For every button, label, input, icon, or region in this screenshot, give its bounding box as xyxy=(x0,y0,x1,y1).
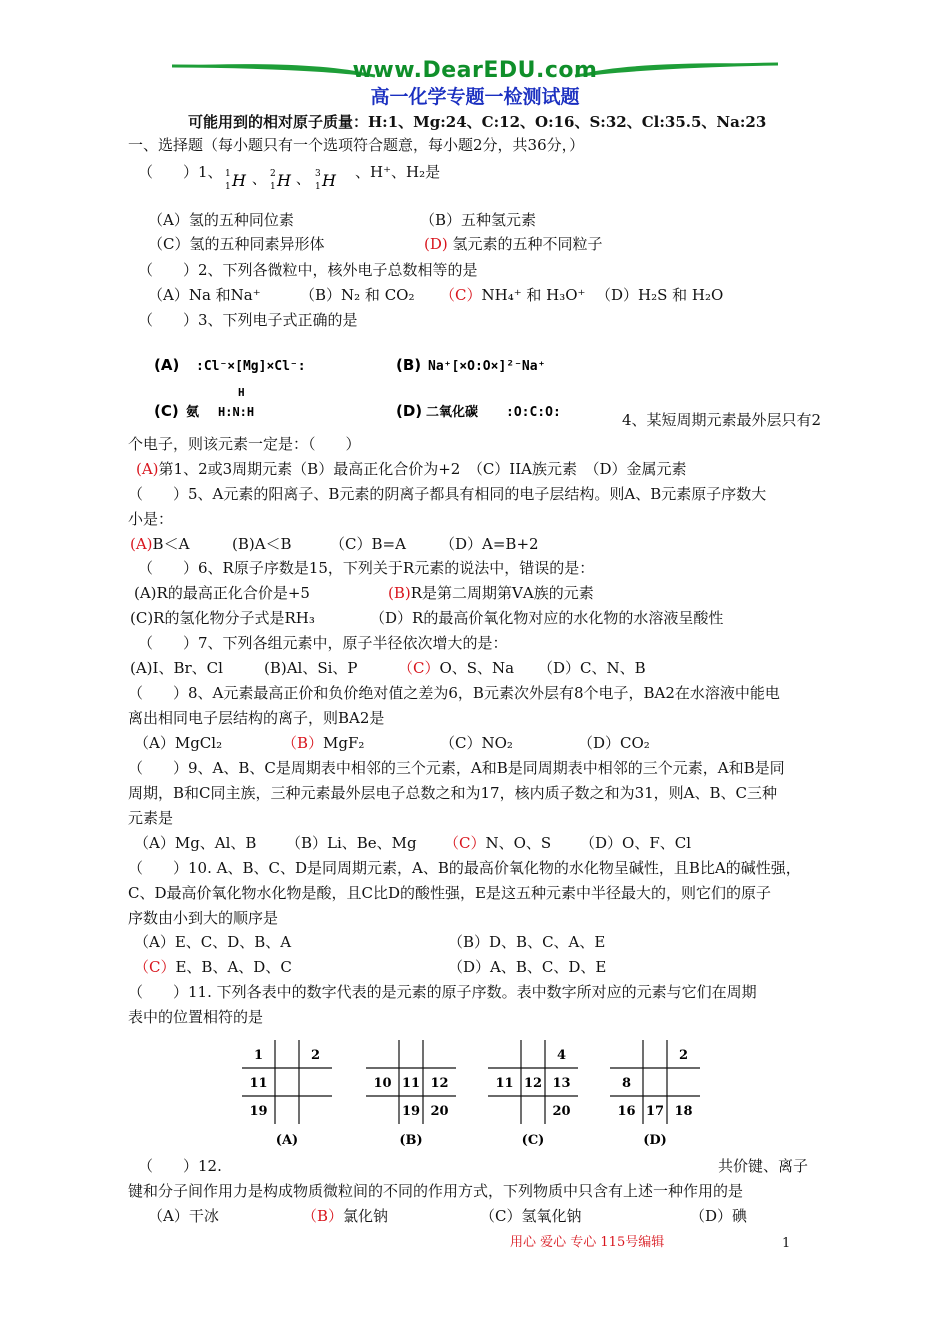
isotope-number: 1 xyxy=(315,182,321,192)
answer-mark: （C） xyxy=(398,659,440,677)
element-number: 11 xyxy=(249,1076,268,1091)
answer-mark: (B) xyxy=(388,584,411,602)
q3-b-formula: Na⁺[×O:O×]²⁻Na⁺ xyxy=(428,359,546,374)
q12-option-c: （C）氢氧化钠 xyxy=(480,1207,582,1225)
q1-option-d: (D) 氢元素的五种不同粒子 xyxy=(424,235,603,253)
q4-stem-a: 4、某短周期元素最外层只有2 xyxy=(622,411,822,429)
q1-stem-end: 、H⁺、H₂是 xyxy=(355,163,441,181)
element-number: 16 xyxy=(617,1104,636,1119)
element-number: 20 xyxy=(430,1104,449,1119)
element-number: 1 xyxy=(253,1048,264,1063)
q1-stem-start: （ ）1、 xyxy=(138,163,223,181)
q2-option-a: （A）Na 和Na⁺ xyxy=(148,286,261,304)
q3-d-label: (D) xyxy=(396,402,423,420)
q3-d-name: 二氧化碳 xyxy=(426,405,479,420)
q6-stem: （ ）6、R原子序数是15，下列关于R元素的说法中，错误的是： xyxy=(138,559,595,577)
atomic-masses: 可能用到的相对原子质量：H:1、Mg:24、C:12、O:16、S:32、Cl:35.5、Na:23 xyxy=(188,113,767,131)
q5-stem-a: （ ）5、A元素的阳离子、B元素的阴离子都具有相同的电子层结构。则A、B元素原子序数大 xyxy=(128,485,767,503)
q6-option-b: (B)R是第二周期第ⅤA族的元素 xyxy=(388,584,594,602)
q3-d-formula: :O:C:O: xyxy=(506,405,561,420)
q10-option-d: （D）A、B、C、D、E xyxy=(448,958,607,976)
answer-mark: （C） xyxy=(440,286,482,304)
element-number: 17 xyxy=(645,1104,665,1119)
grid-label: (D) xyxy=(643,1133,667,1148)
q9-stem-a: （ ）9、A、B、C是周期表中相邻的三个元素，A和B是同周期表中相邻的三个元素，A和B是同 xyxy=(128,759,785,777)
q5-option-b: (B)A＜B xyxy=(232,535,292,553)
q4-options: (A)第1、2或3周期元素（B）最高正化合价为+2 （C）IIA族元素 （D）金属元素 xyxy=(136,460,687,478)
q1-option-c: （C）氢的五种同素异形体 xyxy=(148,235,325,253)
q3-c-label: (C) xyxy=(154,402,179,420)
periodic-grid-d xyxy=(610,1040,700,1158)
svg-text:、: 、 xyxy=(252,172,266,188)
q2-option-c: （C）NH₄⁺ 和 H₃O⁺ xyxy=(440,286,586,304)
q10-option-b: （B）D、B、C、A、E xyxy=(448,933,606,951)
element-number: 19 xyxy=(401,1104,421,1119)
q9-stem-b: 周期，B和C同主族，三种元素最外层电子总数之和为17，核内质子数之和为31，则A、B、C三种 xyxy=(128,784,778,802)
q3-b-label: (B) xyxy=(396,356,422,374)
q12-stem-b: 共价键、离子 xyxy=(718,1157,809,1175)
isotope-number: 1 xyxy=(225,182,231,192)
isotope-mass: 2 xyxy=(270,169,276,179)
q11-stem-a: （ ）11. 下列各表中的数字代表的是元素的原子序数。表中数字所对应的元素与它们在周期 xyxy=(128,983,757,1001)
q1-isotopes xyxy=(222,162,352,196)
q5-option-d: （D）A=B+2 xyxy=(440,535,539,553)
answer-mark: （C） xyxy=(444,834,486,852)
element-number: 13 xyxy=(552,1076,571,1091)
q3-electron-formulas xyxy=(148,344,628,428)
element-number: 2 xyxy=(310,1048,321,1063)
q10-stem-a: （ ）10. A、B、C、D是同周期元素，A、B的最高价氧化物的水化物呈碱性，且B比A的碱性强， xyxy=(128,859,801,877)
q12-option-d: （D）碘 xyxy=(690,1207,748,1225)
page-title: 高一化学专题一检测试题 xyxy=(370,86,580,108)
q7-option-c: （C）O、S、Na xyxy=(398,659,515,677)
q8-option-b: （B）MgF₂ xyxy=(282,734,365,752)
q1-option-a: （A）氢的五种同位素 xyxy=(148,211,294,229)
element-number: 11 xyxy=(495,1076,514,1091)
page-number: 1 xyxy=(782,1236,791,1251)
q5-stem-b: 小是： xyxy=(128,510,174,528)
answer-mark: (A) xyxy=(130,535,153,553)
periodic-grid-b xyxy=(366,1040,456,1158)
q4-stem-b: 个电子，则该元素一定是：（ ） xyxy=(128,435,361,453)
q3-c-name: 氨 xyxy=(186,405,200,420)
q9-stem-c: 元素是 xyxy=(128,809,174,827)
q10-option-c: （C）E、B、A、D、C xyxy=(134,958,292,976)
q9-option-c: （C）N、O、S xyxy=(444,834,552,852)
q5-option-a: (A)B＜A xyxy=(130,535,190,553)
periodic-grid-c xyxy=(488,1040,578,1158)
q6-option-d: （D）R的最高价氧化物对应的水化物的水溶液呈酸性 xyxy=(370,609,724,627)
isotope-number: 1 xyxy=(270,182,276,192)
element-number: 11 xyxy=(401,1076,421,1091)
q2-option-d: （D）H₂S 和 H₂O xyxy=(596,286,724,304)
isotope-symbol: H xyxy=(322,171,336,190)
q9-option-d: （D）O、F、Cl xyxy=(580,834,692,852)
grid-label: (A) xyxy=(275,1133,299,1148)
q8-option-c: （C）NO₂ xyxy=(440,734,513,752)
q12-option-b: （B）氯化钠 xyxy=(302,1207,389,1225)
q12-stem-c: 键和分子间作用力是构成物质微粒间的不同的作用方式，下列物质中只含有上述一种作用的是 xyxy=(128,1182,744,1200)
section-heading: 一、选择题（每小题只有一个选项符合题意，每小题2分，共36分，） xyxy=(128,136,585,154)
isotope-symbol: H xyxy=(277,171,291,190)
isotope-symbol: H xyxy=(232,171,246,190)
isotope-mass: 3 xyxy=(315,169,321,179)
answer-mark: (A) xyxy=(136,460,159,478)
svg-text:、: 、 xyxy=(296,172,310,188)
q3-c-top: H xyxy=(238,386,245,399)
answer-mark: (D) xyxy=(424,235,448,253)
q1-option-b: （B）五种氢元素 xyxy=(420,211,537,229)
q12-stem-a: （ ）12. xyxy=(138,1157,222,1175)
q7-option-b: (B)Al、Si、P xyxy=(264,659,358,677)
periodic-grid-svg xyxy=(488,1040,578,1154)
element-number: 12 xyxy=(430,1076,449,1091)
q9-option-a: （A）Mg、Al、B xyxy=(134,834,257,852)
q8-option-a: （A）MgCl₂ xyxy=(134,734,223,752)
q7-option-a: (A)I、Br、Cl xyxy=(130,659,223,677)
q5-option-c: （C）B=A xyxy=(330,535,406,553)
q10-option-a: （A）E、C、D、B、A xyxy=(134,933,292,951)
q2-stem: （ ）2、下列各微粒中，核外电子总数相等的是 xyxy=(138,261,478,279)
element-number: 10 xyxy=(373,1076,392,1091)
element-number: 4 xyxy=(556,1048,567,1063)
q6-option-a: (A)R的最高正化合价是+5 xyxy=(134,584,310,602)
q3-a-label: (A) xyxy=(154,356,180,374)
answer-mark: （B） xyxy=(302,1207,344,1225)
periodic-grid-svg xyxy=(366,1040,456,1154)
element-number: 20 xyxy=(552,1104,571,1119)
q2-option-b: （B）N₂ 和 CO₂ xyxy=(300,286,415,304)
q8-option-d: （D）CO₂ xyxy=(578,734,650,752)
element-number: 2 xyxy=(678,1048,689,1063)
q10-stem-c: 序数由小到大的顺序是 xyxy=(128,909,279,927)
q7-option-d: （D）C、N、B xyxy=(538,659,646,677)
element-number: 19 xyxy=(249,1104,268,1119)
q12-option-a: （A）干冰 xyxy=(148,1207,219,1225)
answer-mark: （B） xyxy=(282,734,324,752)
grid-label: (C) xyxy=(521,1133,545,1148)
logo-text: www.DearEDU.com xyxy=(352,58,598,83)
isotope-mass: 1 xyxy=(225,169,231,179)
footer-text: 用心 爱心 专心 115号编辑 xyxy=(510,1235,665,1250)
element-number: 12 xyxy=(523,1076,543,1091)
grid-label: (B) xyxy=(399,1133,423,1148)
q10-stem-b: C、D最高价氧化物水化物是酸，且C比D的酸性强，E是这五种元素中半径最大的，则它们的原子 xyxy=(128,884,771,902)
element-number: 8 xyxy=(621,1076,632,1091)
q7-stem: （ ）7、下列各组元素中，原子半径依次增大的是： xyxy=(138,634,508,652)
answer-mark: （C） xyxy=(134,958,176,976)
q3-c-formula: H:N:H xyxy=(218,405,255,419)
q8-stem-a: （ ）8、A元素最高正价和负价绝对值之差为6，B元素次外层有8个电子，BA2在水溶液中能电 xyxy=(128,684,780,702)
element-number: 18 xyxy=(674,1104,693,1119)
q9-option-b: （B）Li、Be、Mg xyxy=(286,834,417,852)
q6-option-c: (C)R的氢化物分子式是RH₃ xyxy=(130,609,315,627)
q3-a-formula: :Cl⁻×[Mg]×Cl⁻: xyxy=(196,359,306,374)
periodic-grid-svg xyxy=(610,1040,700,1154)
periodic-grid-a xyxy=(242,1040,332,1158)
q3-stem: （ ）3、下列电子式正确的是 xyxy=(138,311,358,329)
q8-stem-b: 离出相同电子层结构的离子，则BA2是 xyxy=(128,709,385,727)
periodic-grid-svg xyxy=(242,1040,332,1154)
q11-stem-b: 表中的位置相符的是 xyxy=(128,1008,264,1026)
